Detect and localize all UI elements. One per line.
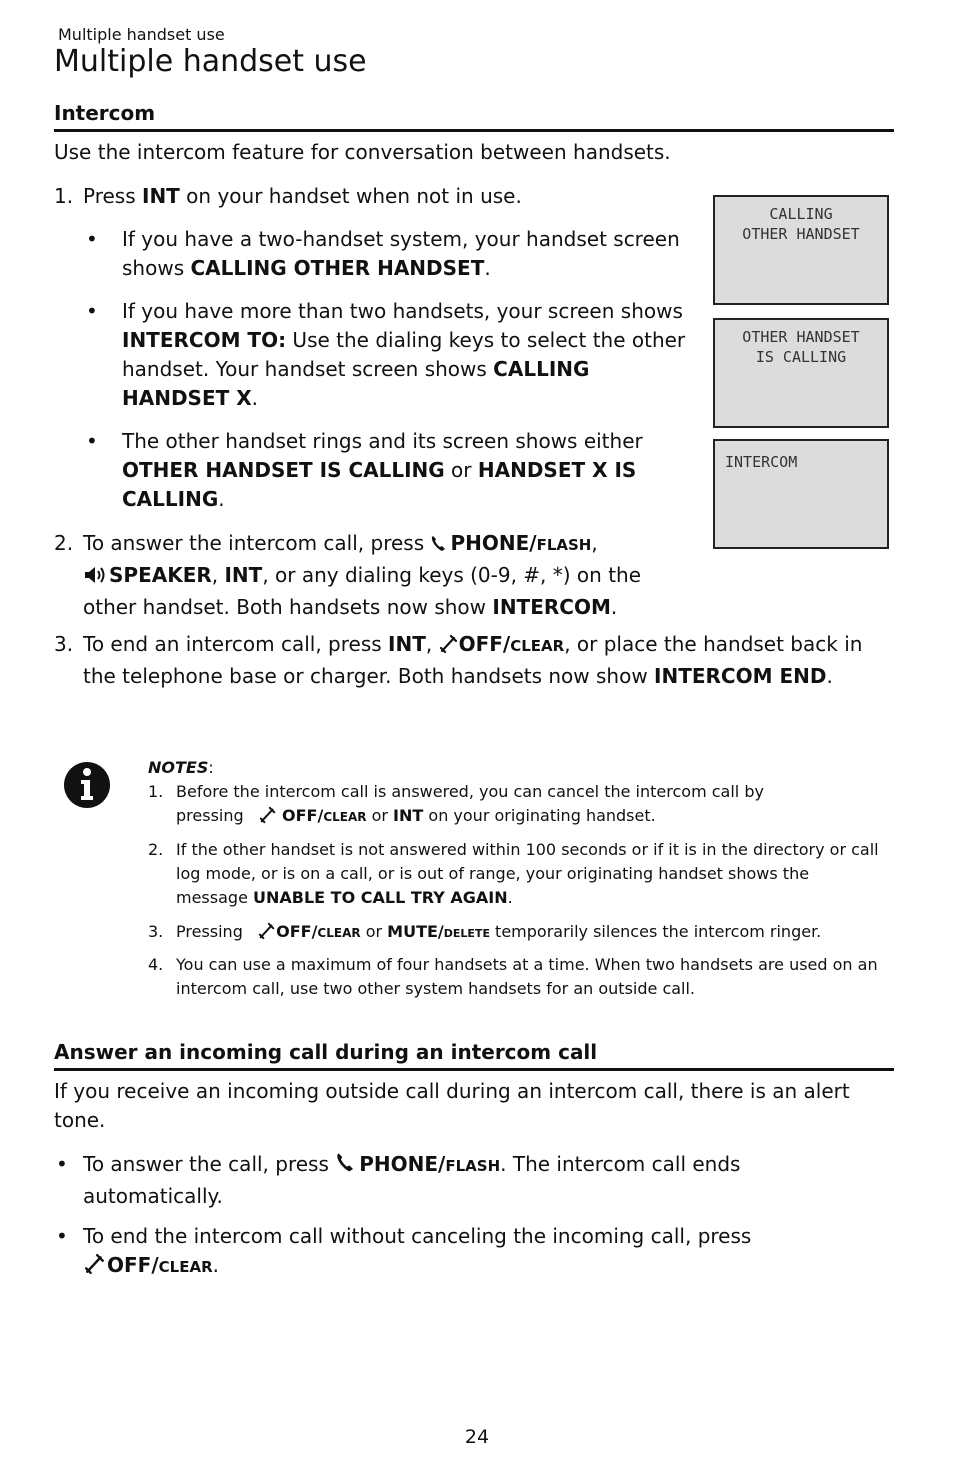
lcd-line: INTERCOM [725, 453, 798, 471]
step-number: 3. [54, 632, 74, 656]
note-number: 4. [148, 955, 164, 974]
lcd-line: OTHER HANDSET [742, 225, 860, 243]
lcd-line: IS CALLING [755, 348, 847, 366]
running-header: Multiple handset use [58, 25, 225, 44]
bullet-other-rings: The other handset rings and its screen shows either OTHER HANDSET IS CALLING or HANDSET X IS CALLING. [122, 429, 643, 511]
step-number: 2. [54, 531, 74, 555]
bullet-two-handset: If you have a two-handset system, your handset screen shows CALLING OTHER HANDSET. [122, 227, 680, 280]
phone-icon [335, 1152, 359, 1182]
off-handset-icon [259, 806, 277, 831]
speaker-icon [83, 564, 109, 593]
incoming-intro: If you receive an incoming outside call during an intercom call, there is an alert tone. [54, 1079, 850, 1132]
off-handset-icon [439, 633, 459, 662]
bullet-glyph: • [86, 299, 98, 323]
bullet-glyph: • [56, 1152, 68, 1176]
note-item: You can use a maximum of four handsets at a time. When two handsets are used on an intercom call, use two other system handsets for an outside call. [176, 955, 878, 998]
note-number: 1. [148, 782, 164, 801]
notes-title: NOTES: [148, 758, 214, 777]
intercom-heading: Intercom [54, 101, 894, 132]
bullet-end-intercom: To end the intercom call without canceling the incoming call, press OFF/CLEAR. [83, 1222, 863, 1283]
lcd-screen-calling-other [713, 195, 889, 305]
page-title: Multiple handset use [54, 44, 367, 79]
intercom-intro: Use the intercom feature for conversation between handsets. [54, 140, 671, 164]
step-number: 1. [54, 184, 74, 208]
key-int: INT [142, 184, 180, 208]
bullet-answer-call: To answer the call, press PHONE/FLASH. The intercom call ends automatically. [83, 1152, 741, 1208]
lcd-screen-other-calling [713, 318, 889, 428]
lcd-line: OTHER HANDSET [742, 328, 860, 346]
lcd-line: CALLING [769, 205, 833, 223]
step-text: To answer the intercom call, press PHONE/FLASH, SPEAKER, INT, or any dialing keys (0-9, #, *) on the other handset. Both handsets now show INTERCOM. [83, 531, 642, 619]
phone-icon [430, 532, 450, 561]
lcd-screen-intercom [713, 439, 889, 549]
off-handset-icon [258, 922, 276, 947]
incoming-heading: Answer an incoming call during an intercom call [54, 1040, 894, 1071]
bullet-more-handsets: If you have more than two handsets, your screen shows INTERCOM TO: Use the dialing keys to select the other handset. Your handset screen shows CALLING HANDSET X. [122, 299, 686, 410]
step-text: To end an intercom call, press INT, OFF/CLEAR, or place the handset back in the telephone base or charger. Both handsets now show INTERCOM END. [83, 632, 863, 688]
note-number: 3. [148, 922, 164, 941]
note-item: Before the intercom call is answered, you can cancel the intercom call by pressing OFF/CLEAR or INT on your originating handset. [176, 780, 826, 831]
bullet-glyph: • [86, 227, 98, 251]
off-handset-icon [83, 1253, 107, 1283]
info-icon [62, 760, 112, 814]
step-text: Press INT on your handset when not in use. [83, 184, 522, 208]
page-number: 24 [464, 1426, 490, 1448]
note-item: Pressing OFF/CLEAR or MUTE/DELETE temporarily silences the intercom ringer. [176, 920, 886, 947]
note-number: 2. [148, 840, 164, 859]
bullet-glyph: • [56, 1224, 68, 1248]
note-item: If the other handset is not answered within 100 seconds or if it is in the directory or call log mode, or is on a call, or is out of range, your originating handset shows the message UNABLE TO CALL TRY AGAIN. [176, 840, 879, 907]
bullet-glyph: • [86, 429, 98, 453]
